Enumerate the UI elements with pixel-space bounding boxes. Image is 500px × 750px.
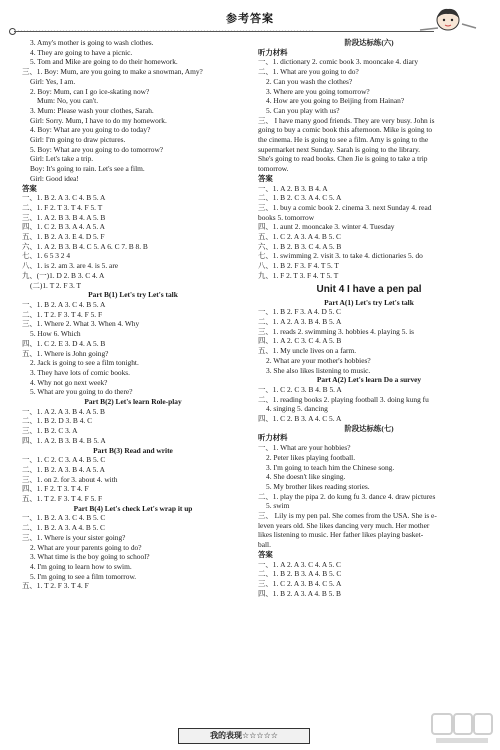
left-column-line: 二、1. B 2. D 3. B 4. C (22, 416, 93, 426)
right-column-line: 四、1. B 2. A 3. A 4. B 5. B (258, 588, 341, 598)
page-title: 参考答案 (226, 13, 274, 25)
left-column-line: 二、1. T 2. F 3. T 4. F 5. F (22, 309, 103, 319)
left-column-line: 2. Boy: Mum, can I go ice-skating now? (30, 86, 150, 96)
right-column-line: 4. She doesn't like singing. (266, 472, 346, 482)
left-column-line: Part B(1) Let's try Let's talk (88, 290, 178, 300)
right-column-line: 二、1. What are you going to do? (258, 67, 359, 77)
left-column-line: Girl: Let's take a trip. (30, 154, 94, 164)
left-column-line: 三、1. Boy: Mum, are you going to make a snowman, Amy? (22, 67, 203, 77)
right-column-line: 四、1. A 2. C 3. C 4. A 5. B (258, 336, 342, 346)
right-column-line: 二、1. B 2. C 3. A 4. C 5. A (258, 193, 342, 203)
left-column-line: 七、1. 6 5 3 2 4 (22, 251, 71, 261)
right-column-line: 听力材料 (258, 433, 288, 443)
right-column-line: 听力材料 (258, 47, 288, 57)
cartoon-girl-icon (418, 6, 478, 34)
right-column-line: the cinema. He is going to see a film. Amy is going to the (258, 135, 429, 145)
left-column-line: 三、1. A 2. B 3. B 4. A 5. B (22, 212, 106, 222)
right-column-line: Unit 4 I have a pen pal (316, 283, 422, 295)
left-column-line: 五、1. Where is John going? (22, 348, 109, 358)
left-column-line: Boy: It's going to rain. Let's see a film. (30, 164, 145, 174)
left-column-line: Girl: Yes, I am. (30, 76, 76, 86)
right-column-line: 七、1. swimming 2. visit 3. to take 4. dictionaries 5. do (258, 251, 423, 261)
left-column-line: 二、1. F 2. T 3. T 4. F 5. T (22, 202, 103, 212)
right-column-line: Part A(1) Let's try Let's talk (324, 297, 414, 307)
left-column-line: 三、1. B 2. C 3. A (22, 426, 78, 436)
left-column-line: 二、1. B 2. A 3. B 4. A 5. A (22, 464, 105, 474)
right-column-line: 八、1. B 2. F 3. F 4. T 5. T (258, 261, 339, 271)
left-column-line: 3. Mum: Please wash your clothes, Sarah. (30, 105, 154, 115)
left-column-line: 八、1. is 2. am 3. are 4. is 5. are (22, 261, 119, 271)
right-column-line: 2. What are your mother's hobbies? (266, 355, 371, 365)
left-column-line: 3. Amy's mother is going to wash clothes. (30, 38, 154, 47)
right-column-line: going to buy a comic book this afternoon. Mike is going to (258, 125, 433, 135)
right-column-line: 二、1. A 2. A 3. B 4. B 5. A (258, 316, 342, 326)
left-column-line: 5. How 6. Which (30, 329, 81, 339)
left-column-line: 5. I'm going to see a film tomorrow. (30, 571, 137, 581)
left-column-line: 四、1. C 2. B 3. A 4. A 5. A (22, 222, 105, 232)
left-column-line: 4. Why not go next week? (30, 377, 108, 387)
left-column-line: 一、1. B 2. A 3. C 4. B 5. A (22, 193, 106, 203)
page-header (0, 0, 500, 34)
right-column-line: 答案 (258, 173, 273, 183)
right-column-line: 2. Can you wash the clothes? (266, 76, 353, 86)
left-column-line: 一、1. C 2. C 3. A 4. B 5. C (22, 455, 106, 465)
left-column-line: 一、1. B 2. A 3. C 4. B 5. C (22, 513, 106, 523)
right-column-line: 一、1. dictionary 2. comic book 3. mooncake 4. diary (258, 57, 419, 67)
left-column-line: 三、1. Where is your sister going? (22, 532, 126, 542)
left-column-line: 六、1. A 2. B 3. B 4. C 5. A 6. C 7. B 8. B (22, 241, 148, 251)
left-column-line: Part B(3) Read and write (93, 445, 173, 455)
right-column-line: 二、1. play the pipa 2. do kung fu 3. dance 4. draw pictures (258, 491, 436, 501)
left-column-line: 2. Jack is going to see a film tonight. (30, 358, 139, 368)
left-column-line: 二、1. B 2. A 3. A 4. B 5. C (22, 523, 105, 533)
left-column-line: 四、1. F 2. T 3. T 4. F (22, 484, 89, 494)
left-column-line: 一、1. B 2. A 3. C 4. B 5. A (22, 299, 106, 309)
left-column-line: Girl: Sorry. Mum, I have to do my homework. (30, 115, 167, 125)
header-rule (14, 31, 434, 32)
left-column-line: 3. What time is the boy going to school? (30, 552, 150, 562)
right-column-line: 一、1. A 2. B 3. B 4. A (258, 183, 328, 193)
left-column-line: 五、1. T 2. F 3. T 4. F (22, 581, 89, 591)
right-column-line: 二、1. reading books 2. playing football 3. doing kung fu (258, 394, 429, 404)
left-column-line: 4. They are going to have a picnic. (30, 47, 133, 57)
right-column-line: 阶段达标练(六) (344, 38, 394, 47)
right-column-line: 三、1. C 2. A 3. B 4. C 5. A (258, 578, 342, 588)
left-column-line: 四、1. C 2. E 3. D 4. A 5. B (22, 338, 106, 348)
right-column-line: She's going to read books. Chen Jie is going to take a trip (258, 154, 428, 164)
right-column-line: 六、1. B 2. B 3. C 4. A 5. B (258, 241, 342, 251)
right-column-line: 一、1. B 2. F 3. A 4. D 5. C (258, 307, 341, 317)
left-column-line: 2. What are your parents going to do? (30, 542, 142, 552)
right-column-line: 二、1. B 2. B 3. A 4. B 5. C (258, 569, 342, 579)
right-column (258, 38, 480, 598)
left-column-line: 5. Boy: What are you going to do tomorrow? (30, 144, 164, 154)
right-column-line: 5. Can you play with us? (266, 105, 340, 115)
left-column-line: 五、1. B 2. A 3. E 4. D 5. F (22, 232, 105, 242)
right-column-line: 一、1. What are your hobbies? (258, 443, 351, 453)
right-column-line: 一、1. C 2. C 3. B 4. B 5. A (258, 384, 342, 394)
right-column-line: 答案 (258, 549, 273, 559)
right-column-line: supermarket next Sunday. Sarah is going to the library. (258, 144, 421, 154)
left-column-line: Part B(4) Let's check Let's wrap it up (73, 503, 193, 513)
left-column-line: 五、1. T 2. F 3. T 4. F 5. F (22, 494, 103, 504)
left-column-line: 答案 (22, 183, 37, 193)
right-column-line: 5. My brother likes reading stories. (266, 481, 370, 491)
right-column-line: tomorrow. (258, 164, 289, 174)
left-column-line: 5. Tom and Mike are going to do their homework. (30, 57, 178, 67)
left-column-line: 三、1. Where 2. What 3. When 4. Why (22, 319, 140, 329)
right-column-line: 阶段达标练(七) (344, 423, 394, 433)
right-column-line: 三、 I have many good friends. They are very busy. John is (258, 115, 435, 125)
right-column-line: likes listening to music. Her father likes playing basket- (258, 530, 424, 540)
right-column-line: 3. Where are you going tomorrow? (266, 86, 370, 96)
right-column-line: ball. (258, 540, 271, 550)
right-column-line: 三、1. reads 2. swimming 3. hobbies 4. playing 5. is (258, 326, 415, 336)
left-column-line: 3. They have lots of comic books. (30, 367, 131, 377)
left-column-line: Girl: Good idea! (30, 173, 79, 183)
right-column-line: 5. swim (266, 501, 290, 511)
right-column-line: 3. She also likes listening to music. (266, 365, 371, 375)
performance-rating-box: 我的表现☆☆☆☆☆ (178, 728, 310, 744)
left-column-line: 四、1. A 2. B 3. B 4. B 5. A (22, 435, 106, 445)
watermark-logo-icon (430, 710, 494, 746)
left-column-line: 5. What are you going to do there? (30, 387, 133, 397)
right-column-line: 三、 Lily is my pen pal. She comes from the USA. She is e- (258, 511, 437, 521)
right-column-line: books 5. tomorrow (258, 212, 315, 222)
left-column (22, 38, 244, 591)
left-column-line: 4. Boy: What are you going to do today? (30, 125, 151, 135)
right-column-line: leven years old. She likes dancing very much. Her mother (258, 520, 430, 530)
right-column-line: 一、1. A 2. A 3. C 4. A 5. C (258, 559, 341, 569)
right-column-line: 3. I'm going to teach him the Chinese song. (266, 462, 395, 472)
left-column-line: Part B(2) Let's learn Role-play (84, 397, 182, 407)
left-column-line: 三、1. on 2. for 3. about 4. with (22, 474, 118, 484)
right-column-line: 4. How are you going to Beijing from Hainan? (266, 96, 405, 106)
left-column-line: 九、(一)1. D 2. B 3. C 4. A (22, 270, 105, 280)
left-column-line: Mum: No, you can't. (37, 96, 99, 106)
right-column-line: 五、1. C 2. A 3. A 4. B 5. C (258, 232, 341, 242)
left-column-line: (二)1. T 2. F 3. T (30, 280, 82, 290)
right-column-line: 4. singing 5. dancing (266, 404, 328, 414)
right-column-line: 四、1. aunt 2. mooncake 3. winter 4. Tuesday (258, 222, 395, 232)
left-column-line: 一、1. A 2. A 3. B 4. A 5. B (22, 406, 105, 416)
right-column-line: 九、1. F 2. T 3. F 4. T 5. T (258, 270, 339, 280)
left-column-line: Girl: I'm going to draw pictures. (30, 135, 126, 145)
right-column-line: 三、1. buy a comic book 2. cinema 3. next Sunday 4. read (258, 202, 432, 212)
right-column-line: 四、1. C 2. B 3. A 4. C 5. A (258, 414, 342, 424)
right-column-line: 五、1. My uncle lives on a farm. (258, 346, 357, 356)
right-column-line: 2. Peter likes playing football. (266, 452, 356, 462)
left-column-line: 4. I'm going to learn how to swim. (30, 561, 132, 571)
right-column-line: Part A(2) Let's learn Do a survey (316, 375, 422, 385)
